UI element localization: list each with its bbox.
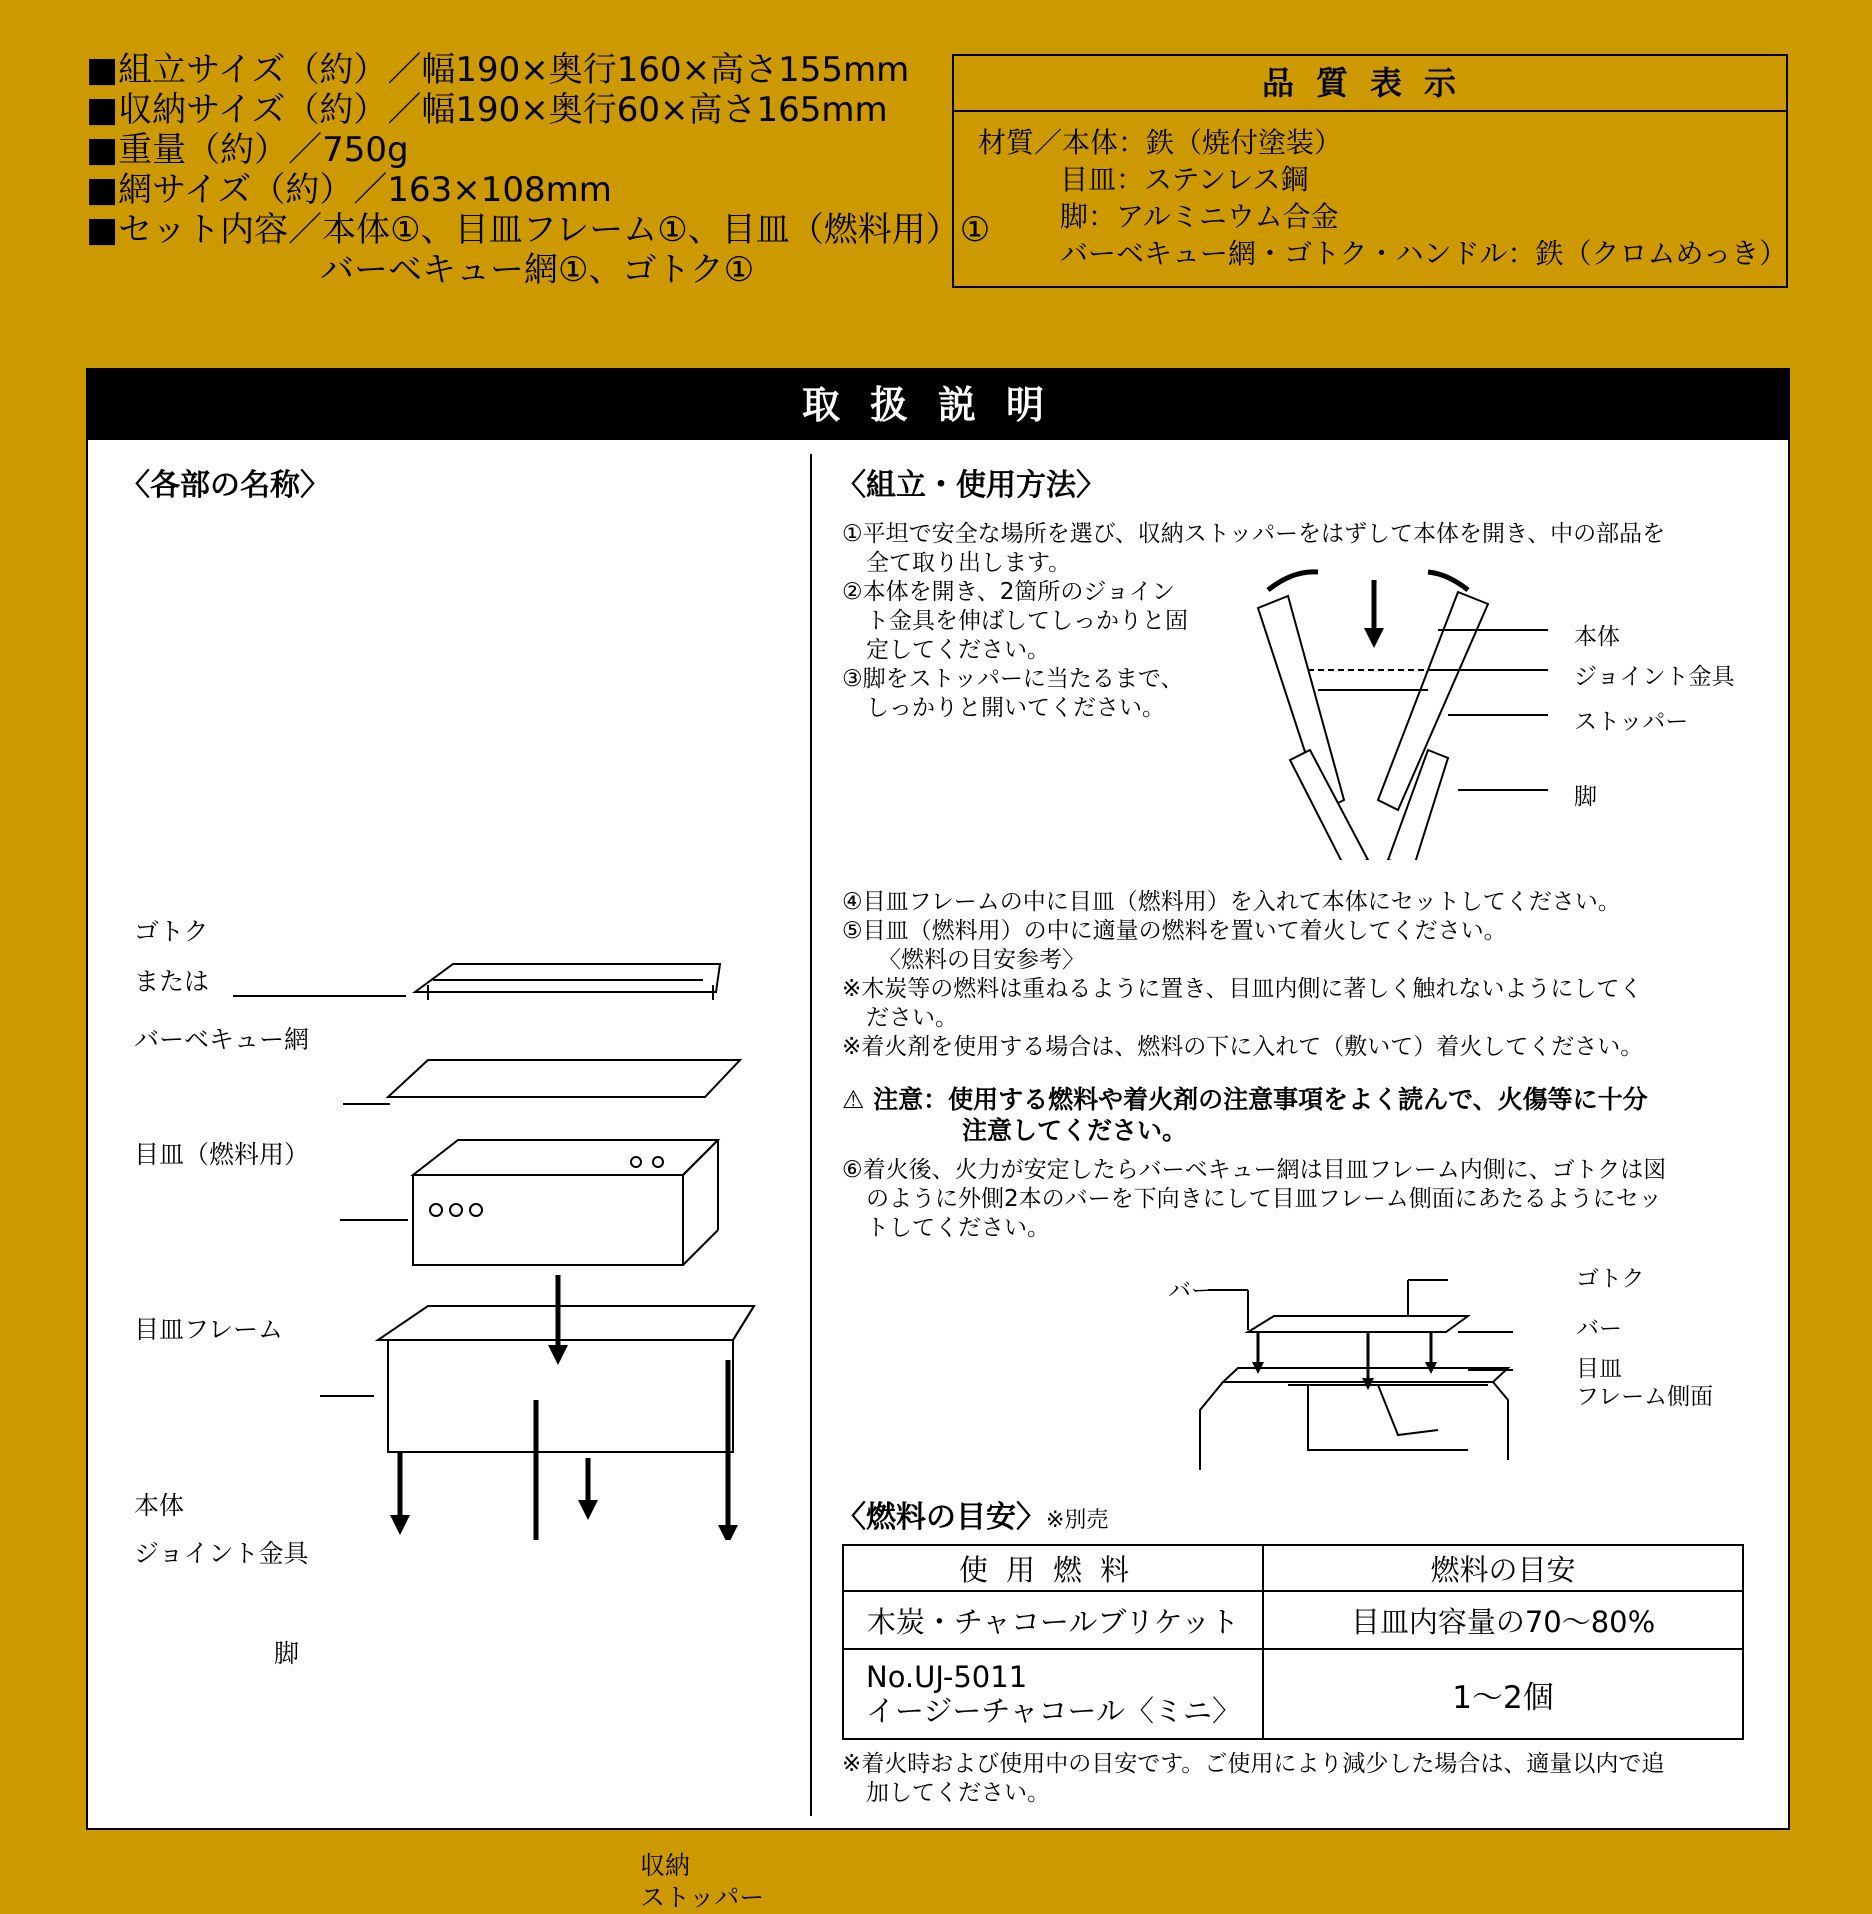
step-6 (842, 1156, 1752, 1243)
quality-line: 脚：アルミニウム合金 (1060, 200, 1339, 233)
label-gotoku: ゴトク (134, 917, 209, 946)
step-line: ⑥着火後、火力が安定したらバーベキュー網は目皿フレーム内側に、ゴトクは図 (842, 1157, 1667, 1183)
fig2-label-bar-right: バー (1576, 1316, 1622, 1342)
fig2-label-tray: 目皿 (1576, 1356, 1622, 1382)
quality-line: 目皿：ステンレス鋼 (1060, 163, 1309, 196)
manual-panel (86, 368, 1790, 1912)
table-cell (843, 1649, 1263, 1739)
label-joint: ジョイント金具 (134, 1539, 309, 1568)
quality-title: 品質表示 (954, 56, 1786, 112)
spec-assembled-size: ■組立サイズ（約）／幅190×奥行160×高さ155mm (86, 50, 910, 90)
step-line: しっかりと開いてください。 (866, 695, 1165, 721)
step-line: のように外側2本のバーを下向きにして目皿フレーム側面にあたるようにセッ (866, 1186, 1662, 1212)
spec-list (86, 50, 990, 290)
fig2-label-bar-left: バー (1168, 1278, 1214, 1304)
quality-body (954, 112, 1786, 272)
step-line: 〈燃料の目安参考〉 (878, 947, 1085, 973)
fig1-label-leg: 脚 (1574, 784, 1597, 810)
table-cell: 1～2個 (1263, 1649, 1743, 1739)
step-line: ①平坦で安全な場所を選び、収納ストッパーをはずして本体を開き、中の部品を (842, 521, 1666, 547)
label-body: 本体 (134, 1491, 185, 1520)
steps-4-5 (842, 888, 1752, 1062)
table-cell: 木炭・チャコールブリケット (843, 1591, 1263, 1649)
table-cell: 目皿内容量の70～80% (1263, 1591, 1743, 1649)
table-header: 燃料の目安 (1263, 1545, 1743, 1591)
manual-title: 取扱説明 (88, 370, 1788, 440)
fig1-label-body: 本体 (1574, 624, 1620, 650)
label-leg: 脚 (274, 1639, 300, 1668)
step-line: トしてください。 (866, 1215, 1050, 1241)
spec-set-contents-cont: バーベキュー網①、ゴトク① (320, 250, 755, 290)
fuel-table (842, 1544, 1744, 1740)
step-line: ださい。 (866, 1005, 958, 1031)
step-line: ③脚をストッパーに当たるまで、 (842, 666, 1184, 692)
step-line: 定してください。 (866, 637, 1050, 663)
fig2-label-gotoku: ゴトク (1576, 1266, 1645, 1292)
step-line: 全て取り出します。 (866, 550, 1072, 576)
warning (842, 1084, 1752, 1146)
step-line: ⑤目皿（燃料用）の中に適量の燃料を置いて着火してください。 (842, 918, 1507, 944)
step-line: ※木炭等の燃料は重ねるように置き、目皿内側に著しく触れないようにしてく (842, 976, 1643, 1002)
label-fuel-tray: 目皿（燃料用） (134, 1140, 310, 1169)
step-line: ④目皿フレームの中に目皿（燃料用）を入れて本体にセットしてください。 (842, 889, 1621, 915)
fuel-heading (836, 1492, 1108, 1536)
spec-set-contents: ■セット内容／本体①、目皿フレーム①、目皿（燃料用）① (86, 210, 991, 250)
table-row (843, 1649, 1743, 1739)
quality-box (952, 54, 1788, 288)
fuel-heading-sub: ※別売 (1046, 1508, 1109, 1533)
fuel-note (842, 1750, 1742, 1808)
label-storage: 収納 (640, 1851, 691, 1880)
warning-line: 注意してください。 (962, 1116, 1188, 1145)
spec-storage-size: ■収納サイズ（約）／幅190×奥行60×高さ165mm (86, 90, 888, 130)
fig2-label-frame-side: フレーム側面 (1576, 1384, 1714, 1410)
step-line: ト金具を伸ばしてしっかりと固 (866, 608, 1188, 634)
label-or: または (134, 967, 210, 996)
spec-weight: ■重量（約）／750g (86, 130, 409, 170)
note-line: ※着火時および使用中の目安です。ご使用により減少した場合は、適量以内で追 (842, 1751, 1665, 1777)
table-row (843, 1591, 1743, 1649)
step-line: ※着火剤を使用する場合は、燃料の下に入れて（敷いて）着火してください。 (842, 1034, 1644, 1060)
fig1-leaders (1428, 610, 1578, 810)
column-divider (810, 454, 812, 1816)
warning-line: 注意：使用する燃料や着火剤の注意事項をよく読んで、火傷等に十分 (873, 1085, 1648, 1114)
quality-line: バーベキュー網・ゴトク・ハンドル：鉄（クロムめっき） (1060, 237, 1788, 270)
table-header: 使用燃料 (843, 1545, 1263, 1591)
quality-line: 材質／本体：鉄（焼付塗装） (978, 126, 1343, 159)
steps-2-3 (842, 578, 1242, 723)
assembly-heading: 〈組立・使用方法〉 (836, 468, 1106, 503)
fig1-label-joint: ジョイント金具 (1574, 664, 1735, 690)
table-cell-line: イージーチャコール〈ミニ〉 (866, 1694, 1241, 1728)
warning-icon: ⚠ (842, 1085, 874, 1114)
label-tray-frame: 目皿フレーム (134, 1315, 284, 1344)
label-stopper: ストッパー (640, 1883, 765, 1912)
step-line: ②本体を開き、2箇所のジョイン (842, 579, 1175, 605)
spec-net-size: ■網サイズ（約）／163×108mm (86, 170, 612, 210)
fig1-label-stopper: ストッパー (1574, 709, 1689, 735)
table-cell-line: No.UJ-5011 (866, 1660, 1028, 1694)
parts-heading: 〈各部の名称〉 (120, 468, 330, 503)
fuel-heading-text: 〈燃料の目安〉 (836, 1500, 1046, 1535)
label-bbq-net: バーベキュー網 (134, 1025, 310, 1054)
note-line: 加してください。 (866, 1780, 1050, 1806)
